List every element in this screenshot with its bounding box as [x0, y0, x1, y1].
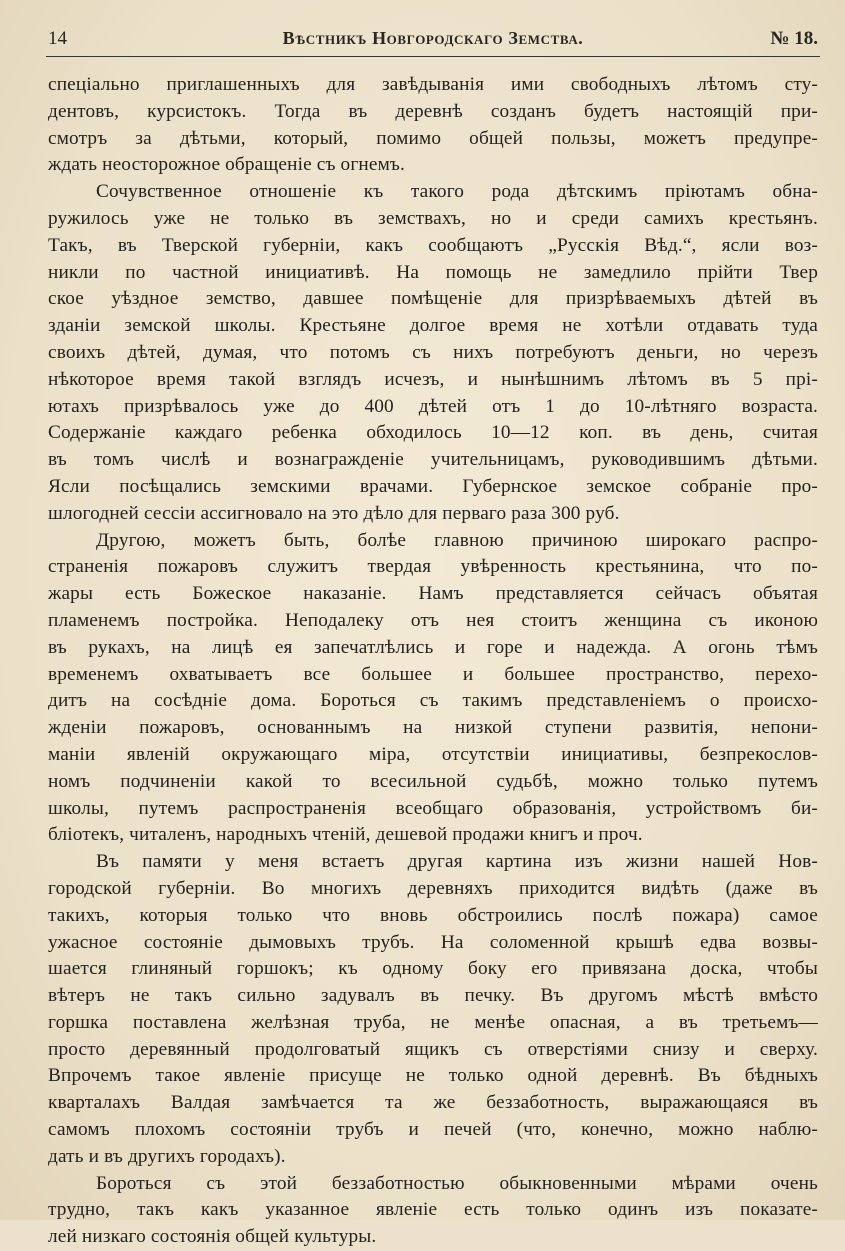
- text-line: временемъ охватываетъ все большее и большее пространство, перехо-: [48, 663, 818, 685]
- text-line: Въ памяти у меня встаетъ другая картина изъ жизни нашей Нов-: [96, 851, 818, 873]
- paragraph: [48, 1171, 818, 1251]
- text-line: своихъ дѣтей, думая, что потомъ съ нихъ потребуютъ деньги, но черезъ: [48, 341, 818, 363]
- article-body: [48, 72, 818, 1251]
- text-line: ское уѣздное земство, давшее помѣщеніе для призрѣваемыхъ дѣтей въ: [48, 288, 818, 310]
- text-line: въ томъ числѣ и вознагражденіе учительницамъ, руководившимъ дѣтьми.: [48, 449, 818, 471]
- paragraph: [48, 72, 818, 179]
- text-line: никли по частной инициативѣ. На помощь не замедлило прійти Твер: [48, 261, 818, 283]
- text-line: дать и въ другихъ городахъ).: [48, 1145, 286, 1167]
- text-line: трудно, такъ какъ указанное явленіе есть только одинъ изъ показате-: [48, 1199, 818, 1221]
- text-line: лей низкаго состоянія общей культуры.: [48, 1226, 377, 1248]
- text-line: бліотекъ, читаленъ, народныхъ чтеній, дешевой продажи книгъ и проч.: [48, 824, 643, 846]
- text-line: Бороться съ этой беззаботностью обыкновенными мѣрами очень: [96, 1172, 818, 1194]
- text-line: ютахъ призрѣвалось уже до 400 дѣтей отъ 1 до 10-лѣтняго возраста.: [48, 395, 818, 417]
- text-line: зданіи земской школы. Крестьяне долгое время не хотѣли отдавать туда: [48, 315, 818, 337]
- text-line: пламенемъ постройка. Неподалеку отъ нея стоитъ женщина съ иконою: [48, 609, 818, 631]
- text-line: спеціально приглашенныхъ для завѣдыванія ими свободныхъ лѣтомъ сту-: [48, 74, 818, 95]
- text-line: Ясли посѣщались земскими врачами. Губернское земское собраніе про-: [48, 475, 818, 497]
- text-line: такихъ, которыя только что вновь обстроились послѣ пожара) самое: [48, 904, 818, 926]
- issue-number: № 18.: [770, 28, 818, 49]
- text-line: кварталахъ Валдая замѣчается та же беззаботность, выражающаяся въ: [48, 1092, 818, 1114]
- text-line: самомъ плохомъ состояніи трубъ и печей (что, конечно, можно наблю-: [48, 1119, 818, 1141]
- journal-title: Вѣстникъ Новгородскаго Земства.: [282, 28, 584, 48]
- page-number: 14: [48, 28, 67, 49]
- text-line: жденіи пожаровъ, основаннымъ на низкой ступени развитія, непони-: [48, 717, 818, 739]
- text-line: жары есть Божеское наказаніе. Намъ представляется сейчасъ объятая: [48, 583, 818, 605]
- header-rule: [46, 56, 820, 57]
- paragraph: [48, 179, 818, 527]
- text-line: шлогодней сессіи ассигновало на это дѣло для перваго раза 300 руб.: [48, 502, 620, 524]
- text-line: нѣкоторое время такой взглядъ исчезъ, и нынѣшнимъ лѣтомъ въ 5 прі-: [48, 368, 818, 390]
- text-line: ужасное состояніе дымовыхъ трубъ. На соломенной крышѣ едва возвы-: [48, 931, 818, 953]
- text-line: вѣтеръ не такъ сильно задувалъ въ печку. Въ другомъ мѣстѣ вмѣсто: [48, 985, 818, 1007]
- paragraph: [48, 528, 818, 850]
- text-line: въ рукахъ, на лицѣ ея запечатлѣлись и горе и надежда. А огонь тѣмъ: [48, 636, 818, 658]
- paragraph: [48, 849, 818, 1171]
- text-line: дентовъ, курсистокъ. Тогда въ деревнѣ созданъ будетъ настоящій при-: [48, 100, 818, 122]
- text-line: горшка поставлена желѣзная труба, не менѣе опасная, а въ третьемъ—: [48, 1011, 818, 1033]
- text-line: дитъ на сосѣдніе дома. Бороться съ такимъ представленіемъ о происхо-: [48, 690, 818, 712]
- text-line: смотръ за дѣтьми, который, помимо общей пользы, можетъ предупре-: [48, 127, 818, 149]
- text-line: школы, путемъ распространенія всеобщаго образованія, устройствомъ би-: [48, 797, 818, 819]
- text-line: городской губерніи. Во многихъ деревняхъ приходится видѣть (даже въ: [48, 877, 818, 899]
- text-line: Такъ, въ Тверской губерніи, какъ сообщаютъ „Русскія Вѣд.“, ясли воз-: [48, 234, 818, 256]
- text-line: Содержаніе каждаго ребенка обходилось 10—12 коп. въ день, считая: [48, 422, 818, 444]
- text-line: шается глиняный горшокъ; къ одному боку его привязана доска, чтобы: [48, 958, 818, 980]
- text-line: Сочувственное отношеніе къ такого рода дѣтскимъ пріютамъ обна-: [96, 181, 818, 203]
- text-line: номъ подчиненіи какой то всесильной судьбѣ, можно только путемъ: [48, 770, 818, 792]
- running-header: [48, 28, 818, 54]
- text-line: ждать неосторожное обращеніе съ огнемъ.: [48, 154, 406, 176]
- text-line: страненія пожаровъ служитъ твердая увѣренность крестьянина, что по-: [48, 556, 818, 578]
- text-line: ружилось уже не только въ земствахъ, но и среди самихъ крестьянъ.: [48, 207, 818, 229]
- text-line: Впрочемъ такое явленіе присуще не только одной деревнѣ. Въ бѣдныхъ: [48, 1065, 818, 1087]
- text-line: Другою, можетъ быть, болѣе главною причиною широкаго распро-: [96, 529, 818, 551]
- text-line: просто деревянный продолговатый ящикъ съ отверстіями снизу и сверху.: [48, 1038, 818, 1060]
- text-line: маніи явленій окружающаго міра, отсутствіи инициативы, безпрекослов-: [48, 743, 818, 765]
